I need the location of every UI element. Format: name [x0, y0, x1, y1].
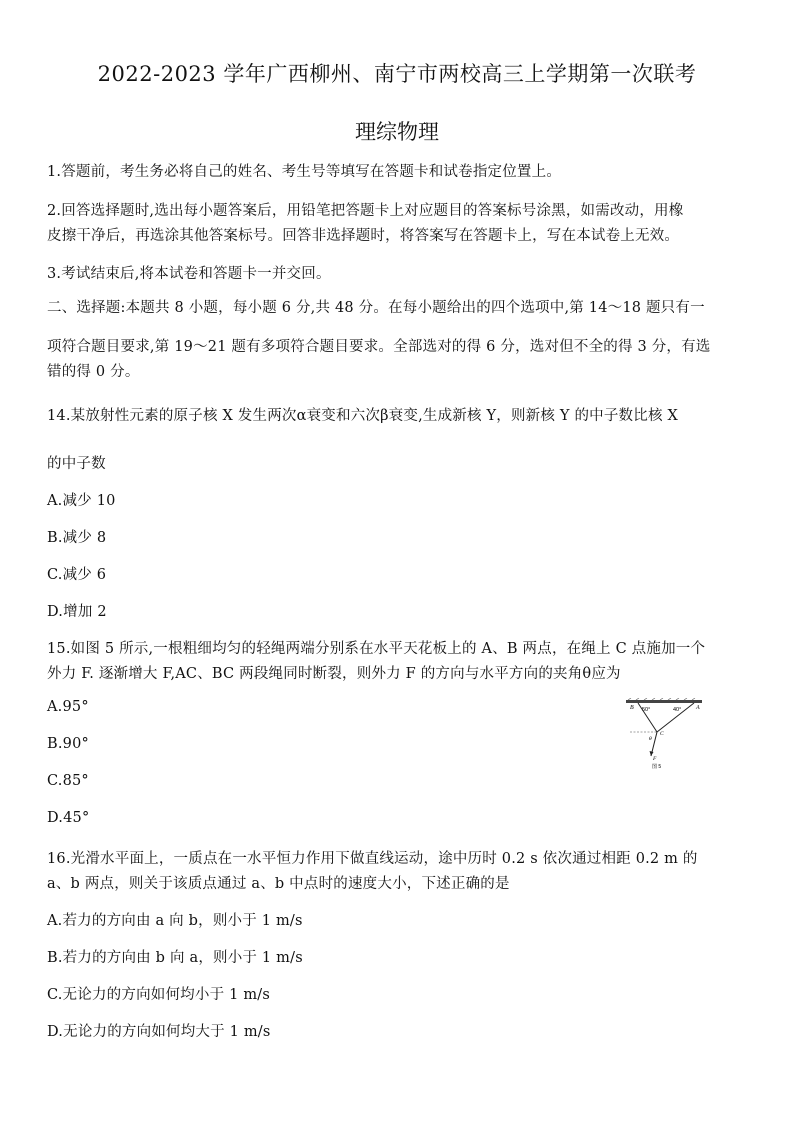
exam-subtitle: 理综物理: [355, 120, 439, 144]
q15-option-b: B.90°: [47, 736, 89, 752]
section-text-cont: 错的得 0 分。: [47, 364, 140, 380]
label-theta: θ: [649, 736, 652, 742]
q16-option-a: A.若力的方向由 a 向 b，则小于 1 m/s: [47, 913, 303, 929]
instruction-3: 3.考试结束后,将本试卷和答题卡一并交回。: [47, 266, 331, 282]
q14-option-a: A.减少 10: [47, 493, 116, 509]
q14-option-d: D.增加 2: [47, 604, 107, 620]
q14-option-c: C.减少 6: [47, 567, 107, 583]
instruction-2: 2.回答选择题时,选出每小题答案后，用铅笔把答题卡上对应题目的答案标号涂黑，如需改动，用橡: [47, 203, 684, 219]
q15-option-a: A.95°: [47, 699, 89, 715]
q15-figure-rope-diagram: [624, 698, 704, 770]
q16-option-b: B.若力的方向由 b 向 a，则小于 1 m/s: [47, 950, 303, 966]
angle-right-label: 40°: [673, 707, 682, 713]
section-heading: 二、选择题:本题共 8 小题，每小题 6 分,共 48 分。在每小题给出的四个选项中,第 14～18 题只有一: [47, 300, 705, 316]
angle-left-label: 50°: [642, 707, 651, 713]
label-f: F: [653, 756, 657, 762]
q15-option-c: C.85°: [47, 773, 89, 789]
q15-option-d: D.45°: [47, 810, 90, 826]
section-text: 项符合题目要求,第 19～21 题有多项符合题目要求。全部选对的得 6 分，选对但不全的得 3 分，有选: [47, 339, 711, 355]
q14-stem-cont: 的中子数: [47, 456, 106, 472]
q15-stem: 15.如图 5 所示,一根粗细均匀的轻绳两端分别系在水平天花板上的 A、B 两点，在绳上 C 点施加一个: [47, 641, 706, 657]
instruction-1: 1.答题前，考生务必将自己的姓名、考生号等填写在答题卡和试卷指定位置上。: [47, 164, 562, 180]
label-c: C: [660, 731, 664, 737]
q14-stem: 14.某放射性元素的原子核 X 发生两次α衰变和六次β衰变,生成新核 Y，则新核 Y 的中子数比核 X: [47, 408, 678, 424]
instruction-2-cont: 皮擦干净后，再选涂其他答案标号。回答非选择题时，将答案写在答题卡上，写在本试卷上无效。: [47, 228, 680, 244]
q14-option-b: B.减少 8: [47, 530, 107, 546]
figure-caption: 图 5: [652, 764, 662, 770]
label-a: A: [696, 705, 700, 711]
label-b: B: [630, 705, 634, 711]
q16-stem: 16.光滑水平面上，一质点在一水平恒力作用下做直线运动，途中历时 0.2 s 依次通过相距 0.2 m 的: [47, 851, 698, 867]
exam-title: 2022-2023 学年广西柳州、南宁市两校高三上学期第一次联考: [97, 62, 697, 86]
q16-option-d: D.无论力的方向如何均大于 1 m/s: [47, 1024, 271, 1040]
ceiling-bar: [626, 700, 702, 703]
ceiling-hatching: [628, 698, 695, 700]
q16-option-c: C.无论力的方向如何均小于 1 m/s: [47, 987, 271, 1003]
q16-stem-cont: a、b 两点，则关于该质点通过 a、b 中点时的速度大小，下述正确的是: [47, 876, 510, 892]
q15-stem-cont: 外力 F. 逐渐增大 F,AC、BC 两段绳同时断裂，则外力 F 的方向与水平方向的夹角θ应为: [47, 666, 621, 682]
